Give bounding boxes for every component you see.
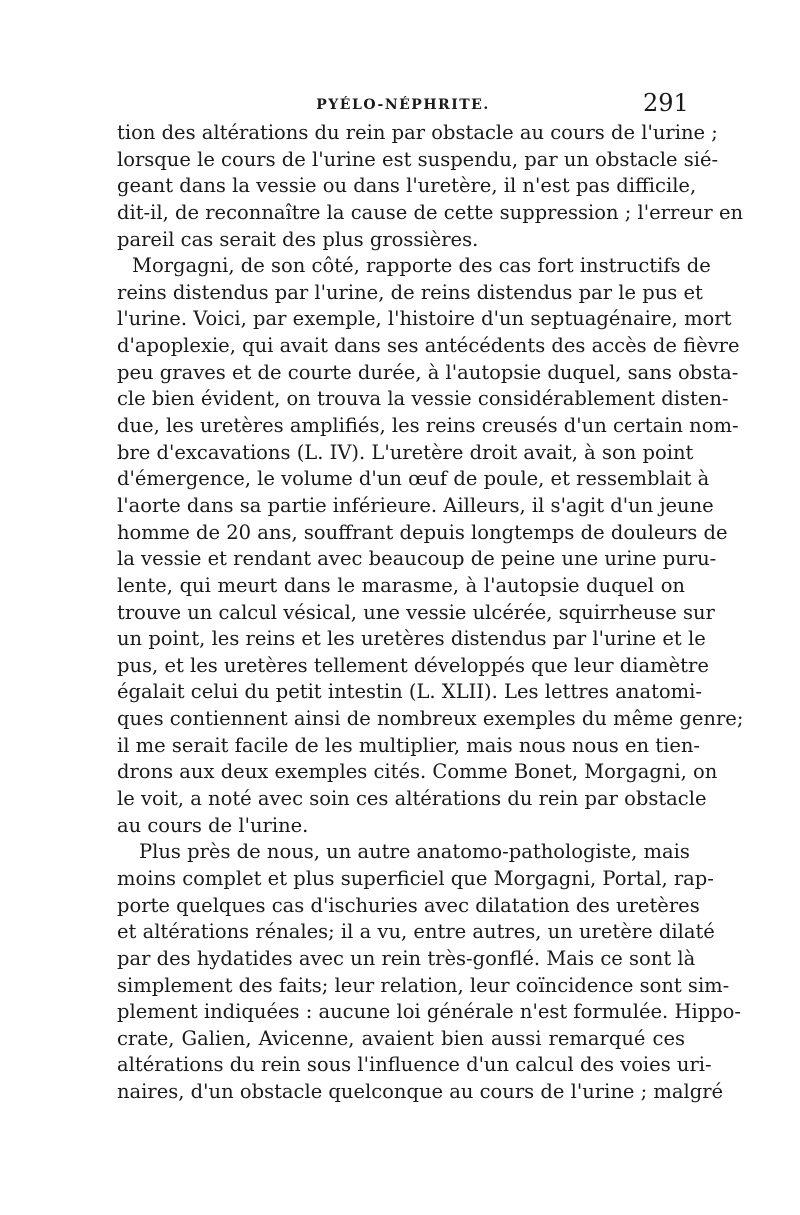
- text-line: crate, Galien, Avicenne, avaient bien aussi remarqué ces: [117, 1026, 685, 1050]
- text-line: porte quelques cas d'ischuries avec dilatation des uretères: [117, 893, 700, 917]
- text-line: ques contiennent ainsi de nombreux exemples du même genre;: [117, 707, 744, 731]
- text-line: au cours de l'urine.: [117, 813, 309, 837]
- text-line: il me serait facile de les multiplier, mais nous nous en tien-: [117, 733, 701, 757]
- text-line: bre d'excavations (L. IV). L'uretère droit avait, à son point: [117, 440, 694, 464]
- text-line: d'émergence, le volume d'un œuf de poule, et ressemblait à: [117, 467, 710, 491]
- page-number: 291: [643, 89, 689, 117]
- running-title: PYÉLO-NÉPHRITE.: [316, 97, 490, 113]
- text-line: l'aorte dans sa partie inférieure. Ailleurs, il s'agit d'un jeune: [117, 493, 714, 517]
- text-line: cle bien évident, on trouva la vessie considérablement disten-: [117, 387, 729, 411]
- text-line: pareil cas serait des plus grossières.: [117, 227, 479, 251]
- text-line: pus, et les uretères tellement développés que leur diamètre: [117, 653, 709, 677]
- text-line: lorsque le cours de l'urine est suspendu, par un obstacle sié-: [117, 147, 719, 171]
- text-line: trouve un calcul vésical, une vessie ulcérée, squirrheuse sur: [117, 600, 715, 624]
- text-line: drons aux deux exemples cités. Comme Bonet, Morgagni, on: [117, 760, 718, 784]
- text-line: le voit, a noté avec soin ces altérations du rein par obstacle: [117, 787, 707, 811]
- text-line: la vessie et rendant avec beaucoup de peine une urine puru-: [117, 547, 717, 571]
- text-line: d'apoplexie, qui avait dans ses antécédents des accès de fièvre: [117, 334, 740, 358]
- body-text: [117, 120, 744, 1106]
- text-line: simplement des faits; leur relation, leur coïncidence sont sim-: [117, 973, 730, 997]
- text-line: plement indiquées : aucune loi générale n'est formulée. Hippo-: [117, 1000, 741, 1024]
- text-line: dit-il, de reconnaître la cause de cette suppression ; l'erreur en: [117, 200, 744, 224]
- text-line: lente, qui meurt dans le marasme, à l'autopsie duquel on: [117, 573, 685, 597]
- text-line: par des hydatides avec un rein très-gonflé. Mais ce sont là: [117, 946, 696, 970]
- text-line: homme de 20 ans, souffrant depuis longtemps de douleurs de: [117, 520, 728, 544]
- text-line: altérations du rein sous l'influence d'un calcul des voies uri-: [117, 1053, 712, 1077]
- text-line: due, les uretères amplifiés, les reins creusés d'un certain nom-: [117, 414, 739, 438]
- text-line: geant dans la vessie ou dans l'uretère, il n'est pas difficile,: [117, 174, 697, 198]
- text-line: l'urine. Voici, par exemple, l'histoire d'un septuagénaire, mort: [117, 307, 732, 331]
- text-line: reins distendus par l'urine, de reins distendus par le pus et: [117, 280, 703, 304]
- text-line: un point, les reins et les uretères distendus par l'urine et le: [117, 627, 706, 651]
- text-line: Morgagni, de son côté, rapporte des cas fort instructifs de: [132, 254, 711, 278]
- text-line: peu graves et de courte durée, à l'autopsie duquel, sans obsta-: [117, 360, 739, 384]
- text-line: Plus près de nous, un autre anatomo-pathologiste, mais: [139, 840, 690, 864]
- text-line: tion des altérations du rein par obstacle au cours de l'urine ;: [117, 121, 718, 144]
- text-line: naires, d'un obstacle quelconque au cours de l'urine ; malgré: [117, 1080, 724, 1104]
- text-line: moins complet et plus superficiel que Morgagni, Portal, rap-: [117, 866, 714, 890]
- text-line: et altérations rénales; il a vu, entre autres, un uretère dilaté: [117, 920, 715, 944]
- text-line: égalait celui du petit intestin (L. XLII). Les lettres anatomi-: [117, 680, 702, 704]
